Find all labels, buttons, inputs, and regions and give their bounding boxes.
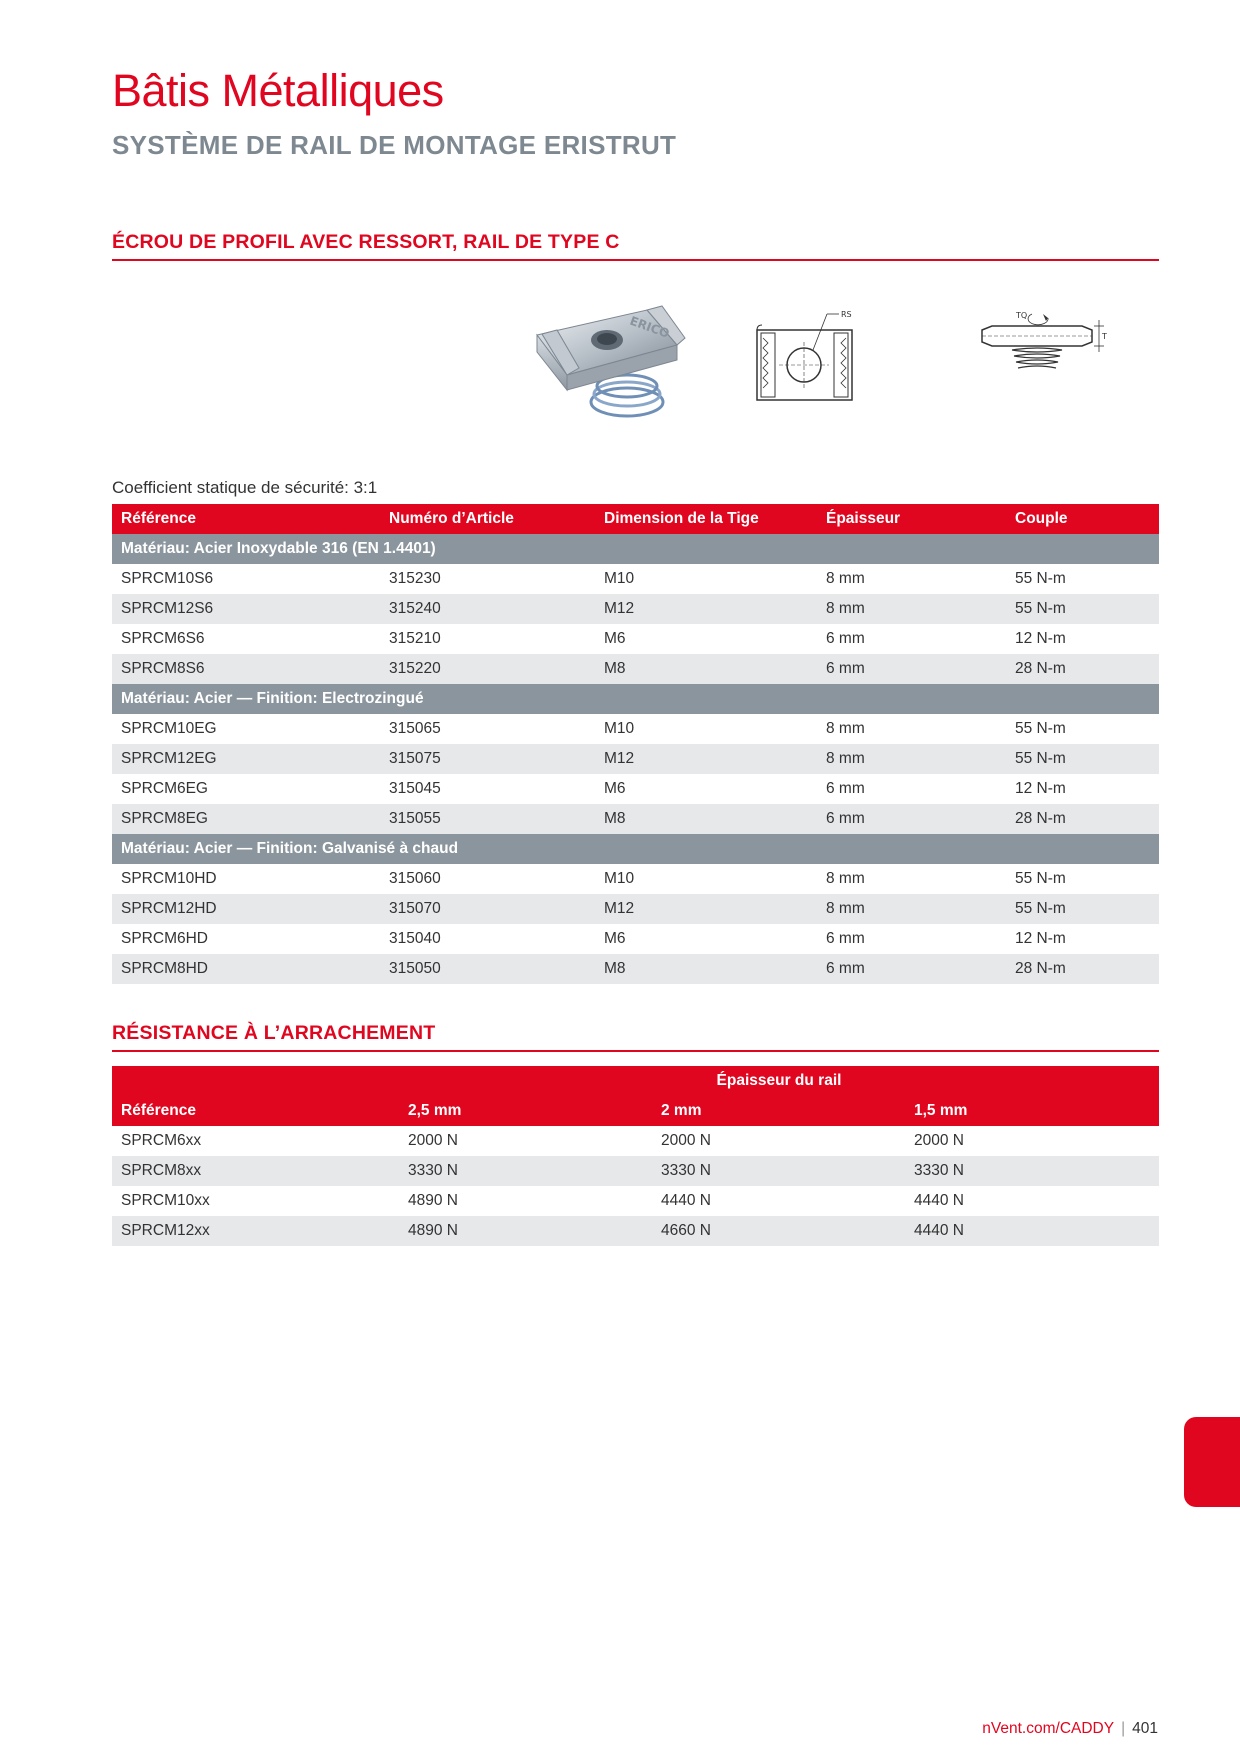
col-reference: Référence: [112, 504, 380, 534]
material-group-row: [112, 684, 1159, 714]
page-subtitle: SYSTÈME DE RAIL DE MONTAGE ERISTRUT: [112, 130, 677, 160]
table-cell: M8: [595, 654, 817, 684]
table-cell: M12: [595, 894, 817, 924]
table-header-row: [112, 504, 1159, 534]
table-cell: 12 N-m: [1015, 630, 1066, 647]
table-row: [112, 864, 1159, 894]
product-table-body: [112, 534, 1159, 984]
table-cell: 55 N-m: [1006, 894, 1159, 924]
material-group-label: Matériau: Acier Inoxydable 316 (EN 1.4401): [112, 534, 1159, 564]
table-row: [112, 924, 1159, 954]
material-group-label: Matériau: Acier — Finition: Electrozingué: [112, 684, 1159, 714]
table-row: [112, 1216, 1159, 1246]
top-view-drawing: [747, 300, 877, 415]
table-cell: 315065: [389, 720, 441, 737]
footer-site: nVent.com/CADDY: [982, 1720, 1115, 1737]
table-cell: SPRCM8HD: [112, 954, 380, 984]
table-cell: 28 N-m: [1006, 654, 1159, 684]
chapter-side-tab: [1184, 1417, 1240, 1507]
table-cell: 315070: [380, 894, 595, 924]
table-cell: SPRCM12EG: [112, 744, 380, 774]
table-cell: SPRCM10S6: [121, 570, 214, 587]
col-2-5mm: 2,5 mm: [399, 1096, 652, 1126]
table-cell: 2000 N: [914, 1132, 964, 1149]
table-superheader-row: [112, 1066, 1159, 1096]
table-cell: 315210: [389, 630, 441, 647]
col-2mm: 2 mm: [652, 1096, 905, 1126]
table-cell: 6 mm: [826, 780, 865, 797]
table-cell: SPRCM8S6: [112, 654, 380, 684]
col-rod-size: Dimension de la Tige: [595, 504, 817, 534]
material-group-row: [112, 534, 1159, 564]
rail-thickness-superheader: Épaisseur du rail: [399, 1066, 1159, 1096]
table-cell: 28 N-m: [1006, 804, 1159, 834]
table-cell: 6 mm: [817, 804, 1006, 834]
table-cell: 3330 N: [399, 1156, 652, 1186]
table-cell: 6 mm: [817, 654, 1006, 684]
table-cell: M10: [604, 720, 635, 737]
table-header-row: [112, 1096, 1159, 1126]
table-cell: 28 N-m: [1006, 954, 1159, 984]
safety-factor-note: Coefficient statique de sécurité: 3:1: [112, 478, 378, 497]
table-cell: 8 mm: [826, 570, 865, 587]
channel-nut-photo: [517, 290, 717, 440]
table-cell: 55 N-m: [1006, 594, 1159, 624]
table-row: [112, 714, 1159, 744]
table-cell: 55 N-m: [1015, 720, 1066, 737]
table-cell: SPRCM8EG: [112, 804, 380, 834]
table-cell: 315220: [380, 654, 595, 684]
footer: [982, 1720, 1158, 1738]
col-article-number: Numéro d’Article: [380, 504, 595, 534]
table-row: [112, 594, 1159, 624]
table-cell: 8 mm: [826, 870, 865, 887]
table-cell: 3330 N: [905, 1156, 1159, 1186]
table-cell: M12: [595, 594, 817, 624]
table-row: [112, 894, 1159, 924]
table-cell: SPRCM10EG: [121, 720, 217, 737]
footer-separator: |: [1121, 1720, 1126, 1737]
col-thickness: Épaisseur: [817, 504, 1006, 534]
table-row: [112, 774, 1159, 804]
table-cell: 315075: [380, 744, 595, 774]
table-cell: 55 N-m: [1015, 870, 1066, 887]
table-cell: M10: [604, 570, 635, 587]
page-title: Bâtis Métalliques: [112, 65, 444, 116]
table-cell: SPRCM10HD: [121, 870, 217, 887]
table-row: [112, 564, 1159, 594]
t-label: T: [1102, 332, 1107, 341]
pullout-table: [112, 1066, 1159, 1246]
table-cell: 8 mm: [817, 594, 1006, 624]
table-cell: SPRCM10xx: [121, 1192, 210, 1209]
table-cell: 55 N-m: [1015, 570, 1066, 587]
table-row: [112, 624, 1159, 654]
material-group-row: [112, 834, 1159, 864]
table-row: [112, 654, 1159, 684]
table-cell: 315055: [380, 804, 595, 834]
table-cell: 4440 N: [914, 1192, 964, 1209]
section-heading-pullout: RÉSISTANCE À L’ARRACHEMENT: [112, 1022, 1159, 1052]
table-cell: SPRCM6EG: [121, 780, 208, 797]
table-cell: M6: [604, 630, 626, 647]
table-row: [112, 804, 1159, 834]
table-cell: M8: [595, 804, 817, 834]
table-row: [112, 1156, 1159, 1186]
table-cell: 55 N-m: [1006, 744, 1159, 774]
product-table: [112, 504, 1159, 984]
table-cell: 8 mm: [817, 894, 1006, 924]
table-cell: 6 mm: [826, 930, 865, 947]
table-cell: 8 mm: [826, 720, 865, 737]
table-cell: 8 mm: [817, 744, 1006, 774]
table-cell: 4440 N: [661, 1192, 711, 1209]
table-row: [112, 1126, 1159, 1156]
table-row: [112, 1186, 1159, 1216]
table-cell: M10: [604, 870, 635, 887]
table-row: [112, 954, 1159, 984]
table-cell: M8: [595, 954, 817, 984]
col-1-5mm: 1,5 mm: [905, 1096, 1159, 1126]
table-cell: 2000 N: [408, 1132, 458, 1149]
table-row: [112, 744, 1159, 774]
table-cell: SPRCM6S6: [121, 630, 205, 647]
table-cell: 4890 N: [408, 1192, 458, 1209]
table-cell: SPRCM6HD: [121, 930, 208, 947]
table-cell: 315060: [389, 870, 441, 887]
table-cell: SPRCM12xx: [112, 1216, 399, 1246]
table-cell: M6: [604, 930, 626, 947]
col-torque: Couple: [1006, 504, 1159, 534]
table-cell: 12 N-m: [1015, 930, 1066, 947]
table-cell: 4660 N: [652, 1216, 905, 1246]
tq-label: TQ: [1016, 311, 1028, 320]
product-figures: [112, 290, 1159, 440]
rs-label: RS: [841, 310, 852, 319]
table-cell: 6 mm: [817, 954, 1006, 984]
table-cell: 6 mm: [826, 630, 865, 647]
page-number: 401: [1132, 1720, 1158, 1737]
table-cell: 12 N-m: [1015, 780, 1066, 797]
svg-text:ERICO: ERICO: [627, 313, 672, 341]
table-cell: 315045: [389, 780, 441, 797]
table-cell: SPRCM12S6: [112, 594, 380, 624]
col-reference: Référence: [112, 1096, 399, 1126]
material-group-label: Matériau: Acier — Finition: Galvanisé à chaud: [112, 834, 1159, 864]
pullout-table-body: [112, 1126, 1159, 1246]
table-cell: 2000 N: [661, 1132, 711, 1149]
table-cell: 315230: [389, 570, 441, 587]
side-view-drawing: [972, 300, 1112, 395]
table-cell: M6: [604, 780, 626, 797]
section-heading-spring-nut: ÉCROU DE PROFIL AVEC RESSORT, RAIL DE TYPE C: [112, 231, 1159, 261]
table-cell: 3330 N: [652, 1156, 905, 1186]
table-cell: 4890 N: [399, 1216, 652, 1246]
table-cell: SPRCM8xx: [112, 1156, 399, 1186]
table-cell: SPRCM6xx: [121, 1132, 202, 1149]
table-cell: SPRCM12HD: [112, 894, 380, 924]
table-cell: 315050: [380, 954, 595, 984]
table-cell: M12: [595, 744, 817, 774]
table-cell: 315240: [380, 594, 595, 624]
table-cell: 315040: [389, 930, 441, 947]
table-cell: 4440 N: [905, 1216, 1159, 1246]
